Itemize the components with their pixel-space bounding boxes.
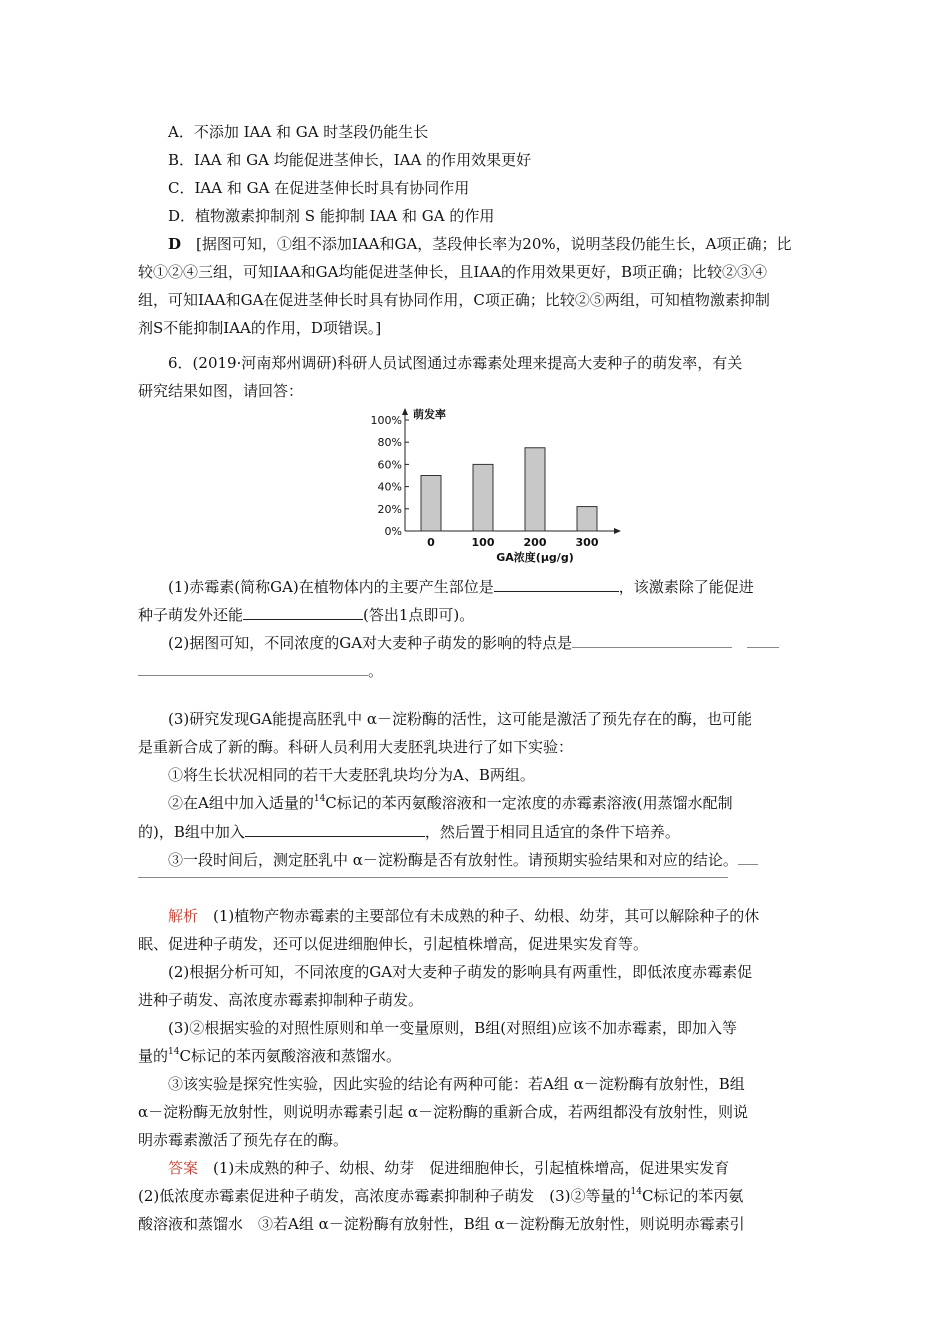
analysis-line-3: (2)根据分析可知，不同浓度的GA对大麦种子萌发的影响具有两重性，即低浓度赤霉素促 (168, 963, 753, 981)
analysis-line-7: ③该实验是探究性实验，因此实验的结论有两种可能：若A组 α－淀粉酶有放射性，B组 (168, 1075, 745, 1093)
x-axis-title: GA浓度(μg/g) (496, 551, 574, 564)
q6-step3: ③一段时间后，测定胚乳中 α－淀粉酶是否有放射性。请预期实验结果和对应的结论。 (168, 848, 848, 871)
answer-rule[interactable] (138, 877, 728, 878)
y-tick-label: 60% (377, 458, 402, 472)
q6-step2-line1: ②在A组中加入适量的$^{14}$C标记的苯丙氨酸溶液和一定浓度的赤霉素溶液(用蒸馏水配制 (168, 794, 733, 812)
y-axis-title: 萌发率 (413, 408, 446, 421)
explanation-line-1: D [据图可知，①组不添加IAA和GA，茎段伸长率为20%，说明茎段仍能生长，A项正确；比 (168, 235, 792, 253)
y-tick-label: 20% (377, 502, 402, 516)
analysis-line-5: (3)②根据实验的对照性原则和单一变量原则，B组(对照组)应该不加赤霉素，即加入等 (168, 1019, 737, 1037)
q6-part1-line1: (1)赤霉素(简称GA)在植物体内的主要产生部位是 ，该激素除了能促进 (168, 575, 848, 598)
q6-part3-line1: (3)研究发现GA能提高胚乳中 α－淀粉酶的活性，这可能是激活了预先存在的酶，也可能 (168, 710, 752, 728)
y-tick-label: 80% (377, 436, 402, 450)
germination-bar-chart (360, 400, 630, 570)
analysis-label: 解析 (168, 907, 199, 925)
option-c: C．IAA 和 GA 在促进茎伸长时具有协同作用 (168, 179, 470, 197)
analysis-line-8: α－淀粉酶无放射性，则说明赤霉素引起 α－淀粉酶的重新合成，若两组都没有放射性，则说 (138, 1103, 749, 1121)
x-axis-arrow (614, 528, 621, 534)
explanation-line-3: 组，可知IAA和GA在促进茎伸长时具有协同作用，C项正确；比较②⑤两组，可知植物激素抑制 (138, 291, 770, 309)
y-tick-label: 0% (384, 525, 402, 538)
analysis-line-1: 解析 (1)植物产物赤霉素的主要部位有未成熟的种子、幼根、幼芽，其可以解除种子的休 (168, 907, 760, 925)
blank-3[interactable] (572, 631, 732, 648)
blank-4[interactable] (138, 659, 368, 676)
option-d: D．植物激素抑制剂 S 能抑制 IAA 和 GA 的作用 (168, 207, 495, 225)
bar-100 (473, 464, 493, 531)
explanation-line-4: 剂S不能抑制IAA的作用，D项错误。] (138, 319, 382, 337)
analysis-line-4: 进种子萌发、高浓度赤霉素抑制种子萌发。 (138, 991, 424, 1009)
bar-0 (421, 476, 441, 532)
y-tick-label: 100% (370, 414, 402, 427)
q6-part2-line1: (2)据图可知，不同浓度的GA对大麦种子萌发的影响的特点是 (168, 631, 848, 654)
explanation-line-2: 较①②④三组，可知IAA和GA均能促进茎伸长，且IAA的作用效果更好，B项正确；比较②③④ (138, 263, 768, 281)
analysis-line-2: 眠、促进种子萌发，还可以促进细胞伸长，引起植株增高，促进果实发育等。 (138, 935, 649, 953)
q6-part3-line2: 是重新合成了新的酶。科研人员利用大麦胚乳块进行了如下实验： (138, 738, 574, 756)
q6-step2-line2: 的)，B组中加入 ，然后置于相同且适宜的条件下培养。 (138, 820, 818, 843)
q6-step1: ①将生长状况相同的若干大麦胚乳块均分为A、B两组。 (168, 766, 535, 784)
question-6-line-2: 研究结果如图，请回答： (138, 382, 304, 400)
blank-2[interactable] (243, 603, 363, 620)
blank-1[interactable] (494, 575, 619, 592)
y-axis-arrow (402, 408, 408, 415)
answer-line-2: (2)低浓度赤霉素促进种子萌发，高浓度赤霉素抑制种子萌发 (3)②等量的$^{14}$C标记的苯丙氨 (138, 1187, 744, 1205)
answer-letter: D (168, 235, 182, 253)
chart-bars (421, 448, 597, 531)
bar-300 (577, 507, 597, 531)
y-tick-label: 40% (377, 480, 402, 494)
analysis-line-6: 量的$^{14}$C标记的苯丙氨酸溶液和蒸馏水。 (138, 1047, 401, 1065)
x-tick-label: 200 (523, 536, 547, 549)
x-tick-label: 0 (427, 536, 435, 549)
x-tick-label: 100 (471, 536, 495, 549)
answer-line-3: 酸溶液和蒸馏水 ③若A组 α－淀粉酶有放射性，B组 α－淀粉酶无放射性，则说明赤霉素引 (138, 1215, 745, 1233)
bar-200 (525, 448, 545, 531)
blank-5[interactable] (245, 820, 425, 837)
option-b: B．IAA 和 GA 均能促进茎伸长，IAA 的作用效果更好 (168, 151, 532, 169)
analysis-line-9: 明赤霉素激活了预先存在的酶。 (138, 1131, 349, 1149)
x-tick-label: 300 (575, 536, 599, 549)
option-a: A．不添加 IAA 和 GA 时茎段仍能生长 (168, 123, 429, 141)
answer-line-1: 答案 (1)未成熟的种子、幼根、幼芽 促进细胞伸长，引起植株增高，促进果实发育 (168, 1159, 730, 1177)
answer-label: 答案 (168, 1159, 199, 1177)
q6-part2-line2: 。 (138, 659, 818, 682)
q6-part1-line2: 种子萌发外还能 (答出1点即可)。 (138, 603, 818, 626)
question-6-line-1: 6．(2019·河南郑州调研)科研人员试图通过赤霉素处理来提高大麦种子的萌发率，有关 (168, 354, 743, 372)
